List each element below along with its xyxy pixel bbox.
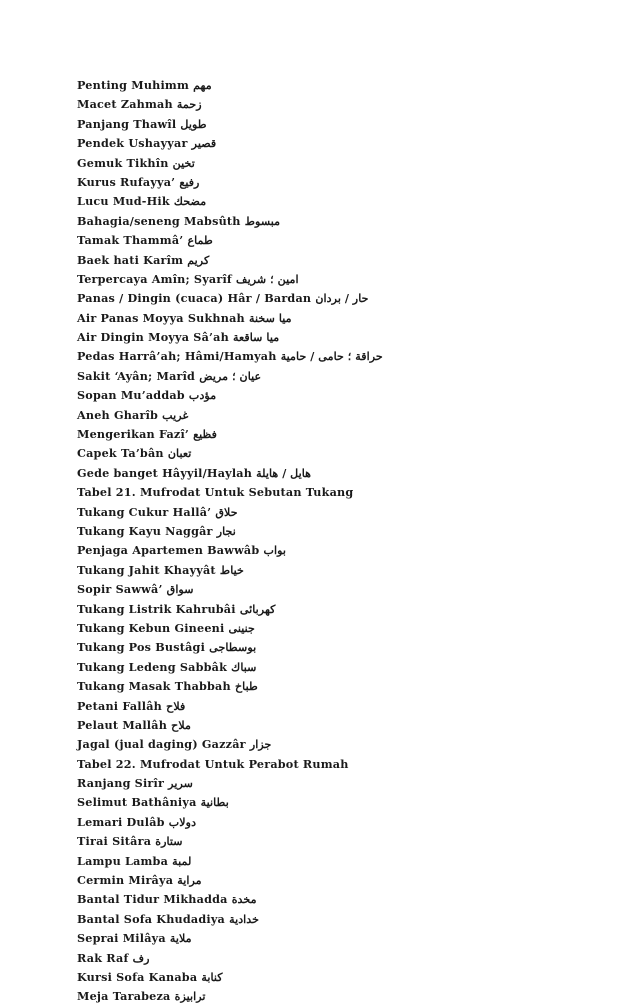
vocab-line: Gede banget Hâyyil/Haylah هايل / هايلة xyxy=(77,465,312,480)
vocab-line: Jagal (jual daging) Gazzâr جزار xyxy=(77,737,272,752)
vocab-line: Petani Fallâh فلاح xyxy=(77,698,186,713)
vocab-line: Terpercaya Amîn; Syarîf امين ؛ شريف xyxy=(77,271,299,286)
vocab-line: Tabel 22. Mufrodat Untuk Perabot Rumah xyxy=(77,756,349,771)
vocab-line: Ranjang Sirîr سرير xyxy=(77,776,193,791)
vocab-line: Kursi Sofa Kanaba كنابة xyxy=(77,969,223,984)
vocab-line: Penting Muhimm مهم xyxy=(77,78,212,92)
vocab-line: Tabel 21. Mufrodat Untuk Sebutan Tukang xyxy=(77,485,354,500)
vocab-line: Lemari Dulâb دولاب xyxy=(77,814,197,829)
vocab-line: Penjaga Apartemen Bawwâb بواب xyxy=(77,543,287,558)
vocab-line: Tukang Pos Bustâgi بوسطاجى xyxy=(77,640,257,655)
vocab-line: Pelaut Mallâh ملاح xyxy=(77,717,192,732)
vocab-line: Selimut Bathâniya بطانية xyxy=(77,795,229,810)
vocab-line: Mengerikan Fazî’ فظيع xyxy=(77,427,217,442)
vocab-line: Tirai Sitâra ستارة xyxy=(77,834,183,849)
vocab-line: Lampu Lamba لمبة xyxy=(77,853,192,868)
vocab-line: Tamak Thammâ’ طماع xyxy=(77,233,213,248)
vocab-line: Tukang Cukur Hallâ’ حلاق xyxy=(77,504,238,519)
vocab-line: Panjang Thawîl طويل xyxy=(77,116,207,131)
vocab-line: Tukang Kebun Gineeni جنينى xyxy=(77,620,255,635)
vocab-line: Rak Raf رف xyxy=(77,950,150,965)
vocab-line: Kurus Rufayya’ رفيع xyxy=(77,174,200,189)
vocab-line: Cermin Mirâya مراية xyxy=(77,873,202,888)
vocab-line: Lucu Mud-Hik مضحك xyxy=(77,194,207,209)
vocab-line: Bantal Sofa Khudadiya خدادية xyxy=(77,911,260,926)
vocab-line: Air Panas Moyya Sukhnah ميا سخنة xyxy=(77,310,292,325)
vocab-line: Sopir Sawwâ’ سواق xyxy=(77,582,194,597)
vocab-line: Sopan Mu’addab مؤدب xyxy=(77,388,217,403)
vocab-line: Tukang Kayu Naggâr نجار xyxy=(77,523,236,538)
vocab-line: Aneh Gharîb غريب xyxy=(77,407,189,422)
vocab-line: Air Dingin Moyya Sâ’ah ميا ساقعة xyxy=(77,330,280,345)
vocab-line: Capek Ta’bân تعبان xyxy=(77,446,192,461)
vocab-line: Bahagia/seneng Mabsûth مبسوط xyxy=(77,213,281,228)
vocab-line: Tukang Ledeng Sabbâk سباك xyxy=(77,659,257,674)
vocab-line: Tukang Masak Thabbah طباخ xyxy=(77,679,258,694)
vocab-line: Tukang Jahit Khayyât خياط xyxy=(77,562,244,577)
vocab-line: Macet Zahmah زحمة xyxy=(77,97,202,112)
vocab-line: Meja Tarabeza ترابيزة xyxy=(77,989,206,1004)
vocab-line: Gemuk Tikhîn تخين xyxy=(77,155,195,170)
vocab-line: Panas / Dingin (cuaca) Hâr / Bardan حار / بردان xyxy=(77,291,369,306)
vocab-line: Pendek Ushayyar قصير xyxy=(77,136,217,151)
vocabulary-list xyxy=(77,76,597,1007)
vocab-line: Bantal Tidur Mikhadda مخدة xyxy=(77,892,257,907)
vocab-line: Tukang Listrik Kahrubâi كهربائى xyxy=(77,601,276,616)
vocab-line: Seprai Milâya ملاية xyxy=(77,931,192,946)
vocab-line: Sakit ‘Ayân; Marîd عيان ؛ مريض xyxy=(77,368,262,383)
vocab-line: Baek hati Karîm كريم xyxy=(77,252,210,267)
vocab-line: Pedas Harrâ’ah; Hâmi/Hamyah حراقة ؛ حامى / حامية xyxy=(77,349,383,364)
